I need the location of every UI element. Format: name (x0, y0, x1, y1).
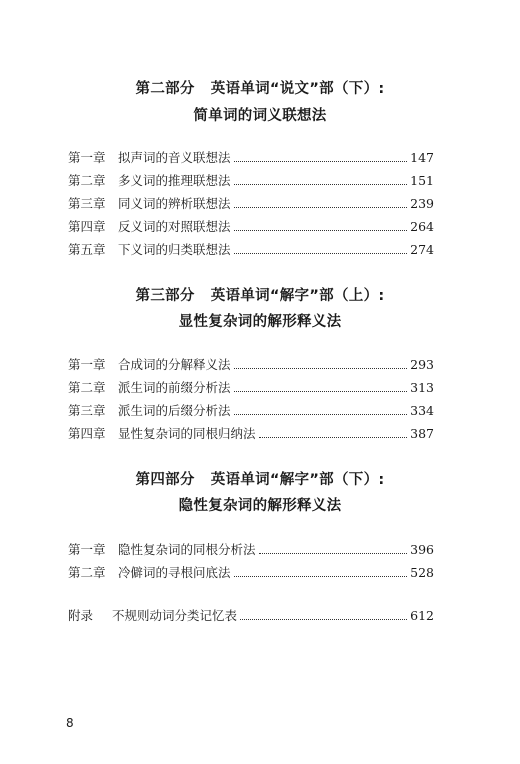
toc-entry[interactable] (68, 149, 434, 167)
part-3-heading: 英语单词“解字”部（上）: (210, 288, 385, 304)
page-number: 147 (410, 150, 434, 165)
dot-leader (234, 230, 408, 231)
page-number: 387 (410, 426, 434, 441)
chapter-title: 显性复杂词的同根归纳法 (118, 426, 256, 441)
toc-entry[interactable] (68, 402, 434, 420)
toc-entry[interactable] (68, 379, 434, 397)
page-number: 396 (410, 542, 434, 557)
chapter-title: 同义词的辨析联想法 (118, 196, 231, 211)
chapter-title: 派生词的后缀分析法 (118, 403, 231, 418)
page-number: 612 (410, 608, 434, 623)
chapter-title: 派生词的前缀分析法 (118, 380, 231, 395)
part-2-label: 第二部分 (135, 81, 195, 97)
page-number: 293 (410, 357, 434, 372)
dot-leader (234, 368, 408, 369)
dot-leader (234, 414, 408, 415)
dot-leader (234, 161, 408, 162)
page-number: 151 (410, 173, 434, 188)
chapter-number: 第二章 (68, 380, 106, 395)
dot-leader (234, 253, 408, 254)
dot-leader (259, 437, 408, 438)
chapter-number: 第二章 (68, 173, 106, 188)
toc-entry[interactable] (68, 425, 434, 443)
chapter-number: 第一章 (68, 542, 106, 557)
page-number: 334 (410, 403, 434, 418)
chapter-title: 拟声词的音义联想法 (118, 150, 231, 165)
chapter-number: 第一章 (68, 150, 106, 165)
chapter-title: 反义词的对照联想法 (118, 219, 231, 234)
appendix-title: 不规则动词分类记忆表 (112, 608, 238, 623)
dot-leader (234, 576, 408, 577)
page-number: 239 (410, 196, 434, 211)
toc-appendix-entry[interactable] (68, 607, 434, 625)
chapter-number: 第三章 (68, 196, 106, 211)
dot-leader (259, 553, 408, 554)
part-2-subtitle: 简单词的词义联想法 (193, 108, 327, 124)
page-number: 313 (410, 380, 434, 395)
dot-leader (234, 184, 408, 185)
chapter-title: 下义词的归类联想法 (118, 242, 231, 257)
part-3-subtitle: 显性复杂词的解形释义法 (178, 314, 342, 330)
toc-entry[interactable] (68, 541, 434, 559)
chapter-number: 第一章 (68, 357, 106, 372)
part-4-title (0, 471, 520, 489)
chapter-title: 多义词的推理联想法 (118, 173, 231, 188)
dot-leader (234, 391, 408, 392)
page-number: 264 (410, 219, 434, 234)
part-2-title (0, 80, 520, 98)
part-3-label: 第三部分 (135, 288, 195, 304)
part-2-heading: 英语单词“说文”部（下）: (210, 81, 385, 97)
appendix-label: 附录 (68, 608, 94, 623)
toc-entry[interactable] (68, 172, 434, 190)
toc-entry[interactable] (68, 564, 434, 582)
dot-leader (234, 207, 408, 208)
chapter-number: 第五章 (68, 242, 106, 257)
toc-entry[interactable] (68, 241, 434, 259)
part-4-subtitle: 隐性复杂词的解形释义法 (178, 498, 342, 514)
part-3-title (0, 287, 520, 305)
part-4-heading: 英语单词“解字”部（下）: (210, 472, 385, 488)
chapter-number: 第三章 (68, 403, 106, 418)
toc-entry[interactable] (68, 218, 434, 236)
part-4-label: 第四部分 (135, 472, 195, 488)
toc-entry[interactable] (68, 356, 434, 374)
chapter-title: 合成词的分解释义法 (118, 357, 231, 372)
chapter-title: 隐性复杂词的同根分析法 (118, 542, 256, 557)
page-number: 274 (410, 242, 434, 257)
page-number: 528 (410, 565, 434, 580)
chapter-title: 冷僻词的寻根问底法 (118, 565, 231, 580)
toc-entry[interactable] (68, 195, 434, 213)
chapter-number: 第四章 (68, 219, 106, 234)
chapter-number: 第二章 (68, 565, 106, 580)
page-folio: 8 (66, 716, 74, 730)
dot-leader (240, 619, 407, 620)
chapter-number: 第四章 (68, 426, 106, 441)
